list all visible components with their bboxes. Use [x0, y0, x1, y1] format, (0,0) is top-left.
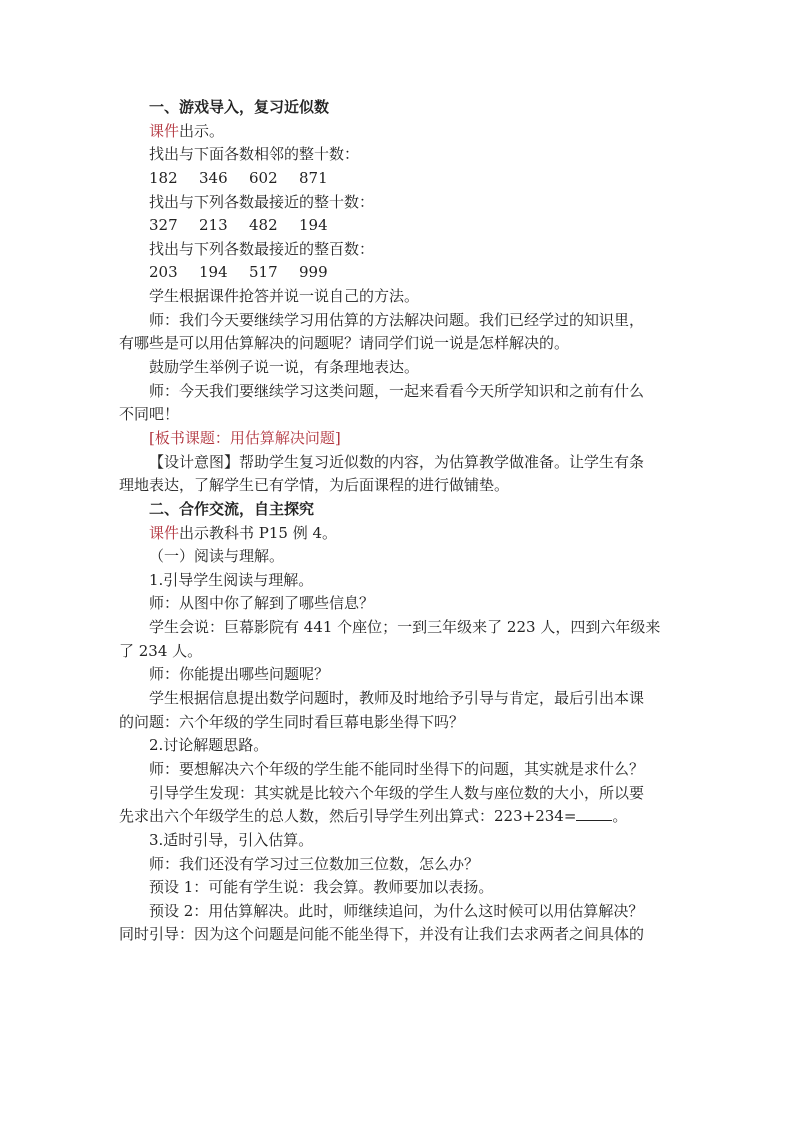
courseware-label: 课件	[149, 523, 180, 542]
paragraph-continued: 同时引导：因为这个问题是问能不能坐得下，并没有让我们去求两者之间具体的	[119, 925, 645, 944]
paragraph: 课件出示。	[149, 121, 225, 140]
document-page	[119, 96, 679, 947]
paragraph: 课件出示教科书 P15 例 4。	[149, 523, 338, 542]
paragraph: 3.适时引导，引入估算。	[149, 830, 314, 849]
paragraph: 师：我们还没有学习过三位数加三位数，怎么办？	[149, 854, 480, 873]
paragraph: 1.引导学生阅读与理解。	[149, 570, 314, 589]
paragraph: 预设 1：可能有学生说：我会算。教师要加以表扬。	[149, 878, 494, 897]
section-heading-2: 二、合作交流，自主探究	[149, 499, 315, 518]
paragraph: 找出与下列各数最接近的整百数：	[149, 239, 375, 258]
paragraph: 师：要想解决六个年级的学生能不能同时坐得下的问题，其实就是求什么？	[149, 759, 645, 778]
paragraph: 师：我们今天要继续学习用估算的方法解决问题。我们已经学过的知识里，	[149, 310, 645, 329]
paragraph: 师：从图中你了解到了哪些信息？	[149, 594, 375, 613]
paragraph: 师：今天我们要继续学习这类问题，一起来看看今天所学知识和之前有什么	[149, 381, 645, 400]
section-heading-1: 一、游戏导入，复习近似数	[149, 98, 330, 116]
paragraph-continued: 先求出六个年级学生的总人数，然后引导学生列出算式：223+234= 。	[119, 807, 628, 826]
design-intent: 【设计意图】帮助学生复习近似数的内容，为估算教学做准备。让学生有条	[149, 452, 645, 471]
paragraph: 引导学生发现：其实就是比较六个年级的学生人数与座位数的大小，所以要	[149, 783, 645, 802]
paragraph: 学生根据课件抢答并说一说自己的方法。	[149, 287, 420, 306]
number-row-3: 203 194 517 999	[149, 263, 328, 282]
paragraph: 学生会说：巨幕影院有 441 个座位；一到三年级来了 223 人，四到六年级来	[149, 618, 661, 637]
subsection-heading: （一）阅读与理解。	[149, 547, 285, 566]
paragraph-continued: 了 234 人。	[119, 641, 203, 660]
paragraph: 师：你能提出哪些问题呢？	[149, 665, 330, 684]
paragraph-continued: 理地表达，了解学生已有学情，为后面课程的进行做铺垫。	[119, 476, 510, 495]
paragraph: 找出与下面各数相邻的整十数：	[149, 145, 360, 164]
paragraph: 预设 2：用估算解决。此时，师继续追问，为什么这时候可以用估算解决？	[149, 901, 644, 920]
paragraph: 鼓励学生举例子说一说，有条理地表达。	[149, 358, 420, 377]
courseware-label: 课件	[149, 121, 180, 140]
paragraph: 2.讨论解题思路。	[149, 736, 269, 755]
answer-blank	[576, 806, 612, 821]
paragraph: 找出与下列各数最接近的整十数：	[149, 192, 375, 211]
paragraph: 学生根据信息提出数学问题时，教师及时地给予引导与肯定，最后引出本课	[149, 689, 645, 708]
number-row-1: 182 346 602 871	[149, 168, 328, 187]
number-row-2: 327 213 482 194	[149, 216, 328, 235]
paragraph-continued: 的问题：六个年级的学生同时看巨幕电影坐得下吗？	[119, 712, 465, 731]
paragraph-continued: 不同吧！	[119, 405, 180, 424]
paragraph-continued: 有哪些是可以用估算解决的问题呢？请同学们说一说是怎样解决的。	[119, 334, 570, 353]
board-title: [板书课题：用估算解决问题]	[149, 428, 341, 447]
